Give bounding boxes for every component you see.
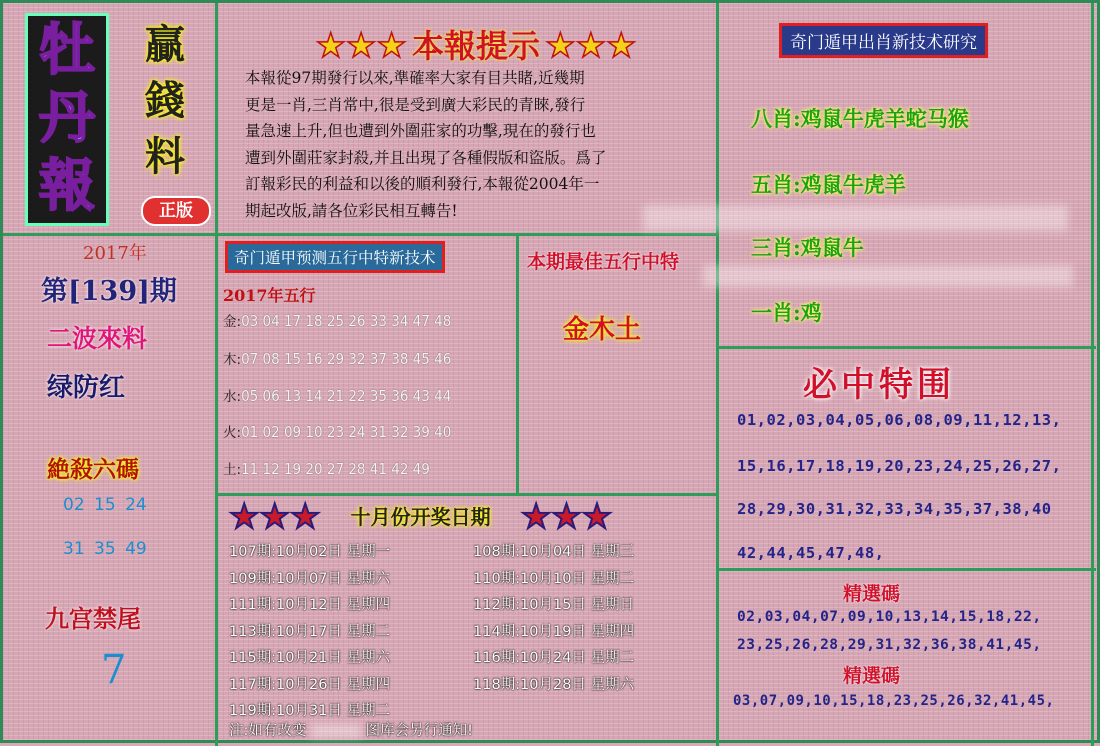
schedule-entry: 112期:10月15日 星期日 xyxy=(473,597,635,613)
stars-right: ★★★ xyxy=(520,497,613,537)
element-numbers: 01 02 09 10 23 24 31 32 39 40 xyxy=(241,423,452,441)
pick-line-3: 03,07,09,10,15,18,23,25,26,32,41,45, xyxy=(733,693,1055,709)
divider-h1 xyxy=(3,233,719,236)
divider-h2 xyxy=(215,493,719,496)
kill-title: 絶殺六碼 xyxy=(47,456,139,483)
year: 2017年 xyxy=(83,243,147,264)
element-label: 金: xyxy=(223,314,242,330)
schedule-entry: 109期:10月07日 星期六 xyxy=(229,570,391,587)
zodiac-one: 一肖:鸡 xyxy=(751,300,822,325)
stars-left: ★★★ xyxy=(315,26,407,66)
schedule-col-2 xyxy=(473,539,634,698)
stars-left: ★★★ xyxy=(229,497,321,537)
notice-line: 本報從97期發行以來,準確率大家有目共睹,近幾期 xyxy=(245,69,585,87)
tail-title: 九宫禁尾 xyxy=(45,604,141,633)
logo-char-1: 牡 xyxy=(39,17,95,83)
wave-value: 绿防红 xyxy=(47,373,126,403)
wuxing-year-title: 2017年五行 xyxy=(223,286,316,305)
slogan-char-3: 料 xyxy=(145,133,185,180)
kill-line-1: 02 15 24 xyxy=(63,495,147,515)
element-label: 水: xyxy=(223,389,242,405)
note-suffix: 图库会另行通知! xyxy=(365,723,473,739)
best-value: 金木土 xyxy=(563,315,642,345)
schedule-entry: 108期:10月04日 星期三 xyxy=(473,544,635,560)
schedule-entry: 111期:10月12日 星期四 xyxy=(229,597,391,613)
zodiac-five: 五肖:鸡鼠牛虎羊 xyxy=(751,172,906,197)
zodiac-label: 奇门遁甲出肖新技术研究 xyxy=(779,23,988,58)
element-numbers: 05 06 13 14 21 22 35 36 43 44 xyxy=(241,387,452,405)
notice-title: 本報提示 xyxy=(411,27,540,65)
pick-title: 精選碼 xyxy=(843,583,901,605)
zodiac-three: 三肖:鸡鼠牛 xyxy=(751,235,864,260)
schedule-col-1 xyxy=(229,539,390,725)
divider-h3 xyxy=(716,346,1096,349)
notice-body xyxy=(245,65,705,224)
divider-h4 xyxy=(716,568,1096,571)
logo-char-3: 報 xyxy=(39,153,95,219)
element-numbers: 11 12 19 20 27 28 41 42 49 xyxy=(241,460,430,478)
slogan xyxy=(145,17,185,185)
divider-v4 xyxy=(1091,3,1094,746)
schedule-entry: 116期:10月24日 星期二 xyxy=(473,650,635,666)
genuine-badge: 正版 xyxy=(141,196,211,226)
special-line-2: 15,16,17,18,19,20,23,24,25,26,27, xyxy=(737,457,1062,475)
element-label: 火: xyxy=(223,425,242,441)
pick-title-2: 精選碼 xyxy=(843,665,901,687)
wuxing-row-wood xyxy=(223,348,451,368)
blur-patch xyxy=(311,724,361,738)
notice-line: 更是一肖,三肖常中,很是受到廣大彩民的青睞,發行 xyxy=(245,95,586,114)
element-numbers: 03 04 17 18 25 26 33 34 47 48 xyxy=(241,312,452,330)
wave-title: 二波來料 xyxy=(47,324,148,353)
notice-line: 期起改版,請各位彩民相互轉告! xyxy=(245,201,458,220)
divider-v2 xyxy=(716,3,719,746)
note-prefix: 注:如有改变 xyxy=(229,723,307,739)
logo-char-2: 丹 xyxy=(39,85,95,151)
pick-line-1: 02,03,04,07,09,10,13,14,15,18,22, xyxy=(737,609,1042,625)
notice-line: 遭到外圍莊家封殺,并且出現了各種假版和盜版。爲了 xyxy=(245,148,607,167)
schedule-title: 十月份开奖日期 xyxy=(350,505,491,529)
element-label: 土: xyxy=(223,462,242,478)
element-label: 木: xyxy=(223,352,242,368)
issue-number: 第[139]期 xyxy=(41,276,177,307)
special-line-3: 28,29,30,31,32,33,34,35,37,38,40 xyxy=(737,500,1052,518)
pick-line-2: 23,25,26,28,29,31,32,36,38,41,45, xyxy=(737,637,1042,653)
schedule-entry: 118期:10月28日 星期六 xyxy=(473,676,635,693)
wuxing-label: 奇门遁甲预测五行中特新技术 xyxy=(225,241,445,273)
schedule-entry: 115期:10月21日 星期六 xyxy=(229,650,391,666)
special-line-4: 42,44,45,47,48, xyxy=(737,544,885,562)
masthead-logo xyxy=(25,13,109,226)
schedule-note xyxy=(229,719,473,740)
schedule-entry: 117期:10月26日 星期四 xyxy=(229,676,391,693)
wuxing-row-water xyxy=(223,385,451,405)
best-title: 本期最佳五行中特 xyxy=(527,251,680,273)
slogan-char-1: 贏 xyxy=(145,21,185,68)
schedule-entry: 114期:10月19日 星期四 xyxy=(473,623,635,640)
kill-line-2: 31 35 49 xyxy=(63,539,147,559)
schedule-header xyxy=(229,497,707,537)
wuxing-row-fire xyxy=(223,421,451,441)
notice-header xyxy=(311,21,641,67)
zodiac-eight: 八肖:鸡鼠牛虎羊蛇马猴 xyxy=(751,106,969,131)
element-numbers: 07 08 15 16 29 32 37 38 45 46 xyxy=(241,350,452,368)
schedule-entry: 113期:10月17日 星期二 xyxy=(229,623,391,640)
special-line-1: 01,02,03,04,05,06,08,09,11,12,13, xyxy=(737,411,1062,429)
blur-patch xyxy=(643,205,1068,231)
slogan-char-2: 錢 xyxy=(145,77,185,124)
stars-right: ★★★ xyxy=(545,26,637,66)
divider-v3 xyxy=(516,235,519,493)
tail-value: 7 xyxy=(101,647,127,693)
schedule-entry: 107期:10月02日 星期一 xyxy=(229,544,391,560)
wuxing-row-metal xyxy=(223,310,451,330)
schedule-entry: 119期:10月31日 星期二 xyxy=(229,703,391,719)
schedule-entry: 110期:10月10日 星期二 xyxy=(473,570,635,587)
special-title: 必中特围 xyxy=(803,365,955,405)
blur-patch xyxy=(703,265,1073,287)
notice-line: 量急速上升,但也遭到外圍莊家的功擊,現在的發行也 xyxy=(245,122,596,140)
wuxing-row-earth xyxy=(223,458,430,478)
notice-line: 訂報彩民的利益和以後的順利發行,本報從2004年一 xyxy=(245,175,600,193)
divider-v1 xyxy=(215,3,218,746)
